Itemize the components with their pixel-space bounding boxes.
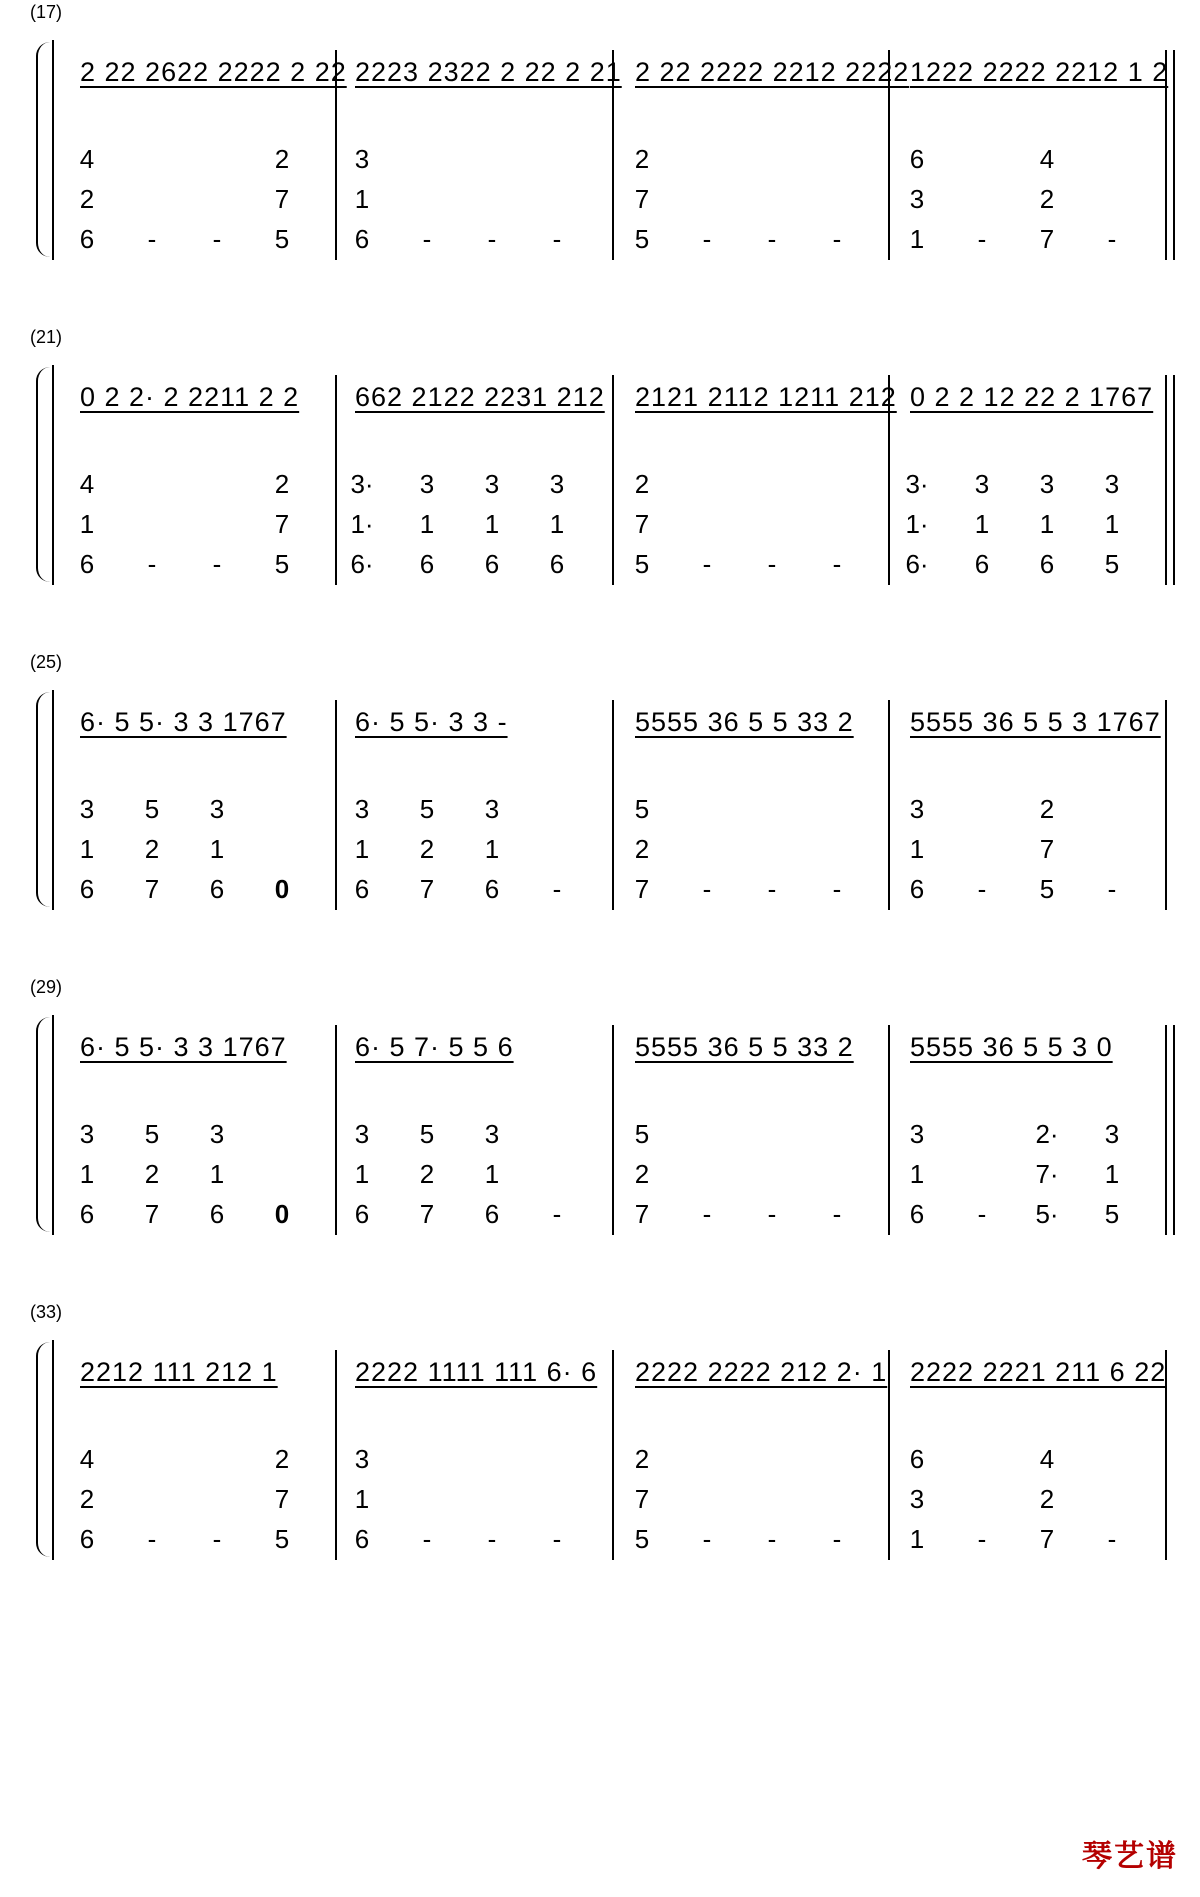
chord-note: 6	[209, 1199, 225, 1229]
chord-note: 2	[79, 184, 95, 214]
sustain-dash: -	[1107, 1524, 1117, 1554]
chord-note: 6	[79, 874, 95, 904]
system-brace	[36, 367, 52, 582]
chord-note: 5	[144, 1119, 160, 1149]
chord-note: 7	[144, 874, 160, 904]
chord-note: 6	[909, 144, 925, 174]
chord-note: 5	[419, 794, 435, 824]
barline	[1165, 1025, 1167, 1235]
chord-note: 5	[274, 1524, 290, 1554]
chord-note: 1	[79, 509, 95, 539]
chord-note: 6	[354, 1199, 370, 1229]
measure-number: (33)	[30, 1302, 63, 1322]
sustain-dash: -	[977, 224, 987, 254]
chord-note: 3	[1104, 469, 1120, 499]
chord-note: 7	[1039, 224, 1055, 254]
system-start-line	[52, 1015, 54, 1235]
chord-note: 1	[354, 184, 370, 214]
chord-note: 3	[909, 1484, 925, 1514]
chord-note: 6	[909, 874, 925, 904]
chord-note: 1	[1104, 1159, 1120, 1189]
chord-note: 7	[419, 1199, 435, 1229]
chord-note: 1	[484, 1159, 500, 1189]
sustain-dash: -	[212, 549, 222, 579]
chord-note: 4	[79, 1444, 95, 1474]
chord-note: 2	[144, 834, 160, 864]
chord-note: 1	[484, 509, 500, 539]
chord-note: 2	[144, 1159, 160, 1189]
chord-note: 3	[484, 469, 500, 499]
chord-note: 7	[634, 1199, 650, 1229]
chord-note: 6	[484, 1199, 500, 1229]
chord-note: 3·	[350, 469, 374, 499]
sustain-dash: -	[422, 1524, 432, 1554]
chord-note: 6	[79, 549, 95, 579]
sustain-dash: -	[977, 1524, 987, 1554]
sustain-dash: -	[422, 224, 432, 254]
chord-note: 3·	[905, 469, 929, 499]
melody-measure: 6· 5 5· 3 3 -	[355, 707, 508, 737]
rest-zero: 0	[274, 874, 290, 904]
chord-note: 1·	[905, 509, 929, 539]
chord-note: 6	[354, 874, 370, 904]
chord-note: 4	[79, 469, 95, 499]
sustain-dash: -	[1107, 874, 1117, 904]
barline	[335, 700, 337, 910]
sustain-dash: -	[147, 549, 157, 579]
double-barline	[1173, 1025, 1175, 1235]
double-barline	[1173, 50, 1175, 260]
chord-note: 7	[1039, 834, 1055, 864]
sustain-dash: -	[552, 224, 562, 254]
chord-note: 1	[909, 1159, 925, 1189]
sustain-dash: -	[832, 874, 842, 904]
system-17	[0, 2, 1200, 262]
chord-note: 7	[274, 1484, 290, 1514]
barline	[335, 375, 337, 585]
chord-note: 6	[1039, 549, 1055, 579]
chord-note: 1	[909, 1524, 925, 1554]
melody-measure: 662 2122 2231 212	[355, 382, 605, 412]
system-29	[0, 977, 1200, 1237]
melody-measure: 2121 2112 1211 212	[635, 382, 897, 412]
chord-note: 1	[484, 834, 500, 864]
chord-note: 5	[419, 1119, 435, 1149]
chord-note: 6	[549, 549, 565, 579]
chord-note: 1	[79, 834, 95, 864]
chord-note: 3	[909, 1119, 925, 1149]
melody-measure: 6· 5 5· 3 3 1767	[80, 1032, 287, 1062]
chord-note: 7	[274, 184, 290, 214]
system-21	[0, 327, 1200, 587]
sustain-dash: -	[832, 1199, 842, 1229]
sustain-dash: -	[212, 224, 222, 254]
melody-measure: 0 2 2· 2 2211 2 2	[80, 382, 300, 412]
barline	[612, 700, 614, 910]
chord-note: 6	[909, 1444, 925, 1474]
chord-note: 4	[79, 144, 95, 174]
chord-note: 6·	[350, 549, 374, 579]
chord-note: 1	[1039, 509, 1055, 539]
melody-measure: 5555 36 5 5 33 2	[635, 1032, 854, 1062]
chord-note: 2	[1039, 1484, 1055, 1514]
chord-note: 2	[79, 1484, 95, 1514]
chord-note: 5	[634, 1524, 650, 1554]
site-logo: 琴艺谱	[1082, 1839, 1178, 1874]
chord-note: 6	[484, 874, 500, 904]
measure-number: (17)	[30, 2, 63, 22]
chord-note: 3	[1104, 1119, 1120, 1149]
sustain-dash: -	[832, 1524, 842, 1554]
melody-measure: 2223 2322 2 22 2 21	[355, 57, 622, 87]
sustain-dash: -	[552, 1199, 562, 1229]
sustain-dash: -	[147, 1524, 157, 1554]
chord-note: 5	[634, 1119, 650, 1149]
chord-note: 5	[274, 549, 290, 579]
chord-note: 3	[974, 469, 990, 499]
sustain-dash: -	[487, 224, 497, 254]
chord-note: 2	[634, 1444, 650, 1474]
chord-note: 5	[634, 794, 650, 824]
sustain-dash: -	[702, 549, 712, 579]
chord-note: 6·	[905, 549, 929, 579]
system-start-line	[52, 690, 54, 910]
barline	[612, 1350, 614, 1560]
system-25	[0, 652, 1200, 912]
melody-measure: 5555 36 5 5 3 0	[910, 1032, 1113, 1062]
chord-note: 6	[209, 874, 225, 904]
barline	[1165, 700, 1167, 910]
melody-measure: 6· 5 5· 3 3 1767	[80, 707, 287, 737]
rest-zero: 0	[274, 1199, 290, 1229]
chord-note: 3	[209, 794, 225, 824]
chord-note: 5	[1104, 1199, 1120, 1229]
chord-note: 3	[419, 469, 435, 499]
chord-note: 2	[634, 469, 650, 499]
chord-note: 3	[549, 469, 565, 499]
chord-note: 1	[419, 509, 435, 539]
melody-measure: 2222 2222 212 2· 1	[635, 1357, 888, 1387]
melody-measure: 2222 1111 111 6· 6	[355, 1357, 598, 1387]
barline	[888, 700, 890, 910]
measure-number: (29)	[30, 977, 63, 997]
system-brace	[36, 42, 52, 257]
system-brace	[36, 1342, 52, 1557]
barline	[612, 1025, 614, 1235]
chord-note: 4	[1039, 144, 1055, 174]
melody-measure: 6· 5 7· 5 5 6	[355, 1032, 514, 1062]
chord-note: 5	[634, 224, 650, 254]
chord-note: 1	[1104, 509, 1120, 539]
sustain-dash: -	[702, 874, 712, 904]
system-33	[0, 1302, 1200, 1562]
barline	[1165, 375, 1167, 585]
chord-note: 6	[974, 549, 990, 579]
chord-note: 7	[419, 874, 435, 904]
measure-number: (25)	[30, 652, 63, 672]
double-barline	[1173, 375, 1175, 585]
chord-note: 3	[79, 1119, 95, 1149]
chord-note: 3	[354, 1444, 370, 1474]
chord-note: 5	[634, 549, 650, 579]
chord-note: 5	[1104, 549, 1120, 579]
chord-note: 7·	[1035, 1159, 1059, 1189]
sustain-dash: -	[767, 874, 777, 904]
chord-note: 6	[79, 1199, 95, 1229]
chord-note: 7	[144, 1199, 160, 1229]
chord-note: 2	[634, 1159, 650, 1189]
melody-measure: 1222 2222 2212 1 2	[910, 57, 1169, 87]
melody-measure: 2212 111 212 1	[80, 1357, 278, 1387]
chord-note: 3	[484, 794, 500, 824]
chord-note: 2	[274, 469, 290, 499]
system-start-line	[52, 40, 54, 260]
chord-note: 1	[549, 509, 565, 539]
chord-note: 7	[634, 1484, 650, 1514]
measure-number: (21)	[30, 327, 63, 347]
chord-note: 6	[484, 549, 500, 579]
sustain-dash: -	[767, 1524, 777, 1554]
system-start-line	[52, 1340, 54, 1560]
chord-note: 7	[274, 509, 290, 539]
sustain-dash: -	[1107, 224, 1117, 254]
chord-note: 2	[634, 144, 650, 174]
sustain-dash: -	[702, 1199, 712, 1229]
chord-note: 1	[974, 509, 990, 539]
chord-note: 2	[274, 1444, 290, 1474]
sustain-dash: -	[767, 549, 777, 579]
chord-note: 1	[909, 224, 925, 254]
melody-measure: 5555 36 5 5 3 1767	[910, 707, 1161, 737]
chord-note: 1	[354, 834, 370, 864]
chord-note: 4	[1039, 1444, 1055, 1474]
sustain-dash: -	[702, 1524, 712, 1554]
chord-note: 1	[209, 1159, 225, 1189]
chord-note: 5	[1039, 874, 1055, 904]
melody-measure: 2222 2221 211 6 22	[910, 1357, 1167, 1387]
barline	[612, 375, 614, 585]
chord-note: 6	[909, 1199, 925, 1229]
melody-measure: 5555 36 5 5 33 2	[635, 707, 854, 737]
sustain-dash: -	[767, 1199, 777, 1229]
chord-note: 2	[274, 144, 290, 174]
system-brace	[36, 692, 52, 907]
chord-note: 3	[209, 1119, 225, 1149]
chord-note: 6	[354, 224, 370, 254]
sustain-dash: -	[552, 874, 562, 904]
chord-note: 3	[1039, 469, 1055, 499]
barline	[335, 1350, 337, 1560]
chord-note: 7	[634, 184, 650, 214]
chord-note: 6	[79, 1524, 95, 1554]
melody-measure: 2 22 2622 2222 2 22	[80, 57, 347, 87]
chord-note: 1	[354, 1159, 370, 1189]
chord-note: 3	[79, 794, 95, 824]
sustain-dash: -	[487, 1524, 497, 1554]
chord-note: 3	[354, 144, 370, 174]
chord-note: 1	[354, 1484, 370, 1514]
sustain-dash: -	[977, 1199, 987, 1229]
sustain-dash: -	[212, 1524, 222, 1554]
chord-note: 6	[419, 549, 435, 579]
chord-note: 2·	[1035, 1119, 1059, 1149]
chord-note: 3	[484, 1119, 500, 1149]
barline	[335, 1025, 337, 1235]
chord-note: 3	[909, 184, 925, 214]
chord-note: 2	[1039, 794, 1055, 824]
chord-note: 3	[354, 794, 370, 824]
chord-note: 2	[419, 834, 435, 864]
chord-note: 1	[79, 1159, 95, 1189]
chord-note: 7	[634, 509, 650, 539]
chord-note: 2	[419, 1159, 435, 1189]
chord-note: 3	[909, 794, 925, 824]
chord-note: 7	[634, 874, 650, 904]
system-brace	[36, 1017, 52, 1232]
chord-note: 6	[354, 1524, 370, 1554]
sustain-dash: -	[552, 1524, 562, 1554]
melody-measure: 2 22 2222 2212 2222	[635, 57, 910, 87]
chord-note: 2	[1039, 184, 1055, 214]
sustain-dash: -	[767, 224, 777, 254]
system-start-line	[52, 365, 54, 585]
sustain-dash: -	[147, 224, 157, 254]
melody-measure: 0 2 2 12 22 2 1767	[910, 382, 1154, 412]
barline	[888, 1350, 890, 1560]
sustain-dash: -	[832, 224, 842, 254]
sustain-dash: -	[832, 549, 842, 579]
chord-note: 5	[144, 794, 160, 824]
chord-note: 3	[354, 1119, 370, 1149]
chord-note: 1·	[350, 509, 374, 539]
chord-note: 7	[1039, 1524, 1055, 1554]
chord-note: 1	[909, 834, 925, 864]
sustain-dash: -	[977, 874, 987, 904]
sustain-dash: -	[702, 224, 712, 254]
chord-note: 1	[209, 834, 225, 864]
chord-note: 2	[634, 834, 650, 864]
chord-note: 5	[274, 224, 290, 254]
chord-note: 5·	[1035, 1199, 1059, 1229]
chord-note: 6	[79, 224, 95, 254]
barline	[888, 1025, 890, 1235]
